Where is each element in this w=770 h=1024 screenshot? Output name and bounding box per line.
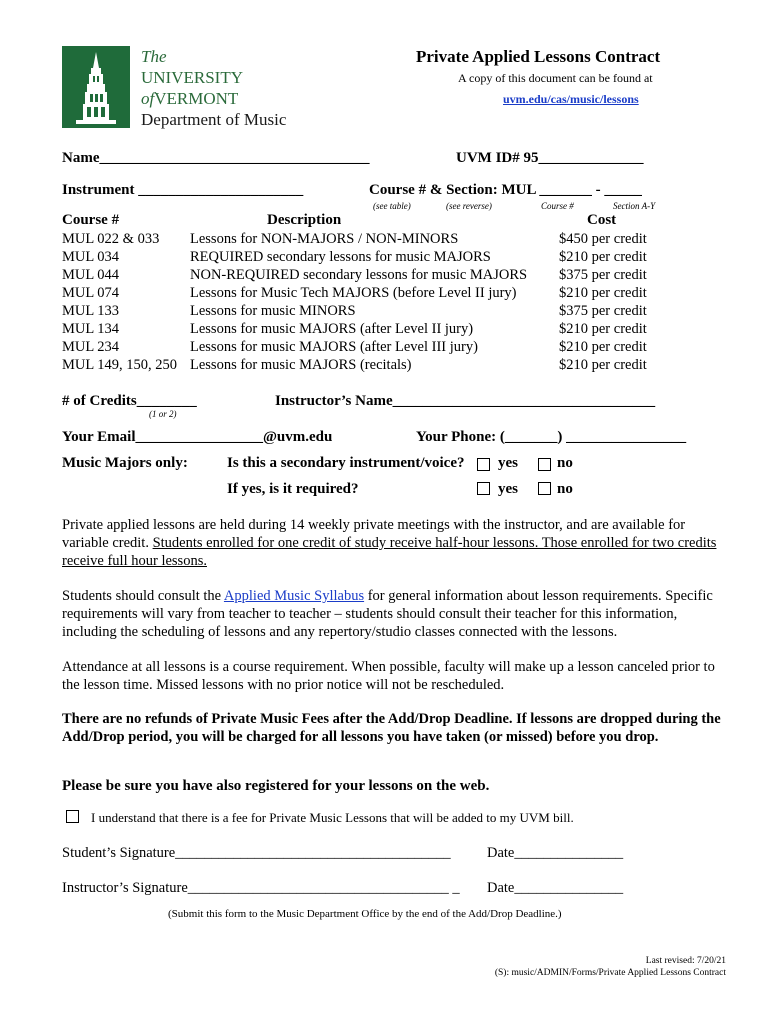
uvm-logo xyxy=(62,46,130,128)
submit-note: (Submit this form to the Music Department Office by the end of the Add/Drop Deadline.) xyxy=(168,908,562,920)
instrument-field[interactable]: Instrument ______________________ xyxy=(62,182,304,198)
lessons-text: Private applied lessons are held during 14 weekly private meetings with the instructor, and are available for variable credit. xyxy=(62,517,686,551)
credits-field[interactable]: # of Credits________ xyxy=(62,393,197,409)
name-field[interactable]: Name____________________________________ xyxy=(62,150,370,166)
course-cell: MUL 133 xyxy=(62,303,120,319)
logo-the: The xyxy=(141,47,167,66)
uvm-id-field[interactable]: UVM ID# 95______________ xyxy=(456,150,644,166)
lessons-link[interactable]: uvm.edu/cas/music/lessons xyxy=(503,92,639,106)
secondary-yes-checkbox[interactable] xyxy=(477,458,490,471)
lessons-paragraph xyxy=(62,516,727,570)
instructor-name-field[interactable]: Instructor’s Name___________________________________ xyxy=(275,393,656,409)
logo-university: UNIVERSITY xyxy=(141,68,243,87)
last-revised: Last revised: 7/20/21 xyxy=(645,956,726,966)
student-date-field[interactable]: Date_______________ xyxy=(487,845,624,861)
logo-wordmark xyxy=(141,46,286,130)
attendance-paragraph: Attendance at all lessons is a course requirement. When possible, faculty will make up a lesson canceled prior to the lesson time. Missed lessons with no prior notice will not be rescheduled. xyxy=(62,659,715,693)
credits-hint: (1 or 2) xyxy=(149,409,177,419)
instructor-date-field[interactable]: Date_______________ xyxy=(487,880,624,896)
logo-department: Department of Music xyxy=(141,110,287,129)
cost-cell: $210 per credit xyxy=(559,357,647,373)
course-cell: MUL 022 & 033 xyxy=(62,231,160,247)
course-cell: MUL 044 xyxy=(62,267,120,283)
credit-note: Students enrolled for one credit of study receive half-hour lessons. Those enrolled for two credits receive full hour lessons. xyxy=(62,535,717,569)
course-cell: MUL 074 xyxy=(62,285,120,301)
cost-cell: $450 per credit xyxy=(559,231,647,247)
description-cell: Lessons for music MAJORS (recitals) xyxy=(190,357,412,373)
course-cell: MUL 034 xyxy=(62,249,120,265)
description-cell: Lessons for music MAJORS (after Level II jury) xyxy=(190,321,474,337)
hint-see-table: (see table) xyxy=(373,201,411,211)
no-label: no xyxy=(557,481,573,497)
required-no-checkbox[interactable] xyxy=(538,482,551,495)
cost-cell: $375 per credit xyxy=(559,267,647,283)
description-cell: Lessons for NON-MAJORS / NON-MINORS xyxy=(190,231,459,247)
instructor-signature-field[interactable]: Instructor’s Signature____________________________________ _ xyxy=(62,880,460,896)
logo-of: of xyxy=(141,89,155,108)
required-yes-checkbox[interactable] xyxy=(477,482,490,495)
col-cost-header: Cost xyxy=(587,212,617,228)
copy-note: A copy of this document can be found at xyxy=(458,71,653,85)
col-description-header: Description xyxy=(267,212,342,228)
cost-cell: $210 per credit xyxy=(559,249,647,265)
hint-section: Section A-Y xyxy=(613,201,656,211)
yes-label: yes xyxy=(498,481,518,497)
bell-tower-icon xyxy=(62,46,130,128)
email-field[interactable]: Your Email_________________@uvm.edu xyxy=(62,429,333,445)
cost-cell: $210 per credit xyxy=(559,285,647,301)
secondary-question: Is this a secondary instrument/voice? xyxy=(227,455,465,471)
syllabus-link[interactable]: Applied Music Syllabus xyxy=(223,588,365,604)
cost-cell: $375 per credit xyxy=(559,303,647,319)
description-cell: Lessons for music MINORS xyxy=(190,303,356,319)
course-cell: MUL 149, 150, 250 xyxy=(62,357,178,373)
phone-field[interactable]: Your Phone: (_______) ________________ xyxy=(416,429,687,445)
syllabus-text-b: for general information about lesson requirements. Specific requirements will vary from teacher to teacher – students should consult their teacher for this information, including the scheduling of lessons and any repertory/studio classes connected with the lessons. xyxy=(62,588,713,640)
page-title: Private Applied Lessons Contract xyxy=(416,47,661,66)
description-cell: Lessons for music MAJORS (after Level III jury) xyxy=(190,339,478,355)
description-cell: REQUIRED secondary lessons for music MAJORS xyxy=(190,249,491,265)
description-cell: Lessons for Music Tech MAJORS (before Level II jury) xyxy=(190,285,517,301)
student-signature-field[interactable]: Student’s Signature______________________________________ xyxy=(62,845,451,861)
col-course-header: Course # xyxy=(62,212,120,228)
required-question: If yes, is it required? xyxy=(227,481,359,497)
file-path: (S): music/ADMIN/Forms/Private Applied Lessons Contract xyxy=(494,968,726,978)
course-cell: MUL 134 xyxy=(62,321,120,337)
course-section-field[interactable]: Course # & Section: MUL _______ - _____ xyxy=(369,182,642,198)
music-majors-label: Music Majors only: xyxy=(62,455,188,471)
description-cell: NON-REQUIRED secondary lessons for music MAJORS xyxy=(190,267,528,283)
cost-cell: $210 per credit xyxy=(559,321,647,337)
hint-course: Course # xyxy=(541,201,574,211)
syllabus-text-a: Students should consult the xyxy=(62,588,224,604)
course-cell: MUL 234 xyxy=(62,339,120,355)
syllabus-paragraph xyxy=(62,587,727,641)
cost-cell: $210 per credit xyxy=(559,339,647,355)
no-label: no xyxy=(557,455,573,471)
fee-agreement-label: I understand that there is a fee for Private Music Lessons that will be added to my UVM bill. xyxy=(91,810,574,825)
secondary-no-checkbox[interactable] xyxy=(538,458,551,471)
yes-label: yes xyxy=(498,455,518,471)
refund-paragraph: There are no refunds of Private Music Fees after the Add/Drop Deadline. If lessons are dropped during the Add/Drop period, you will be charged for all lessons you have taken (or missed) before you drop. xyxy=(62,711,721,745)
fee-agreement-checkbox[interactable] xyxy=(66,810,79,823)
hint-see-reverse: (see reverse) xyxy=(446,201,492,211)
register-note: Please be sure you have also registered for your lessons on the web. xyxy=(62,778,490,794)
logo-vermont: VERMONT xyxy=(154,89,239,108)
